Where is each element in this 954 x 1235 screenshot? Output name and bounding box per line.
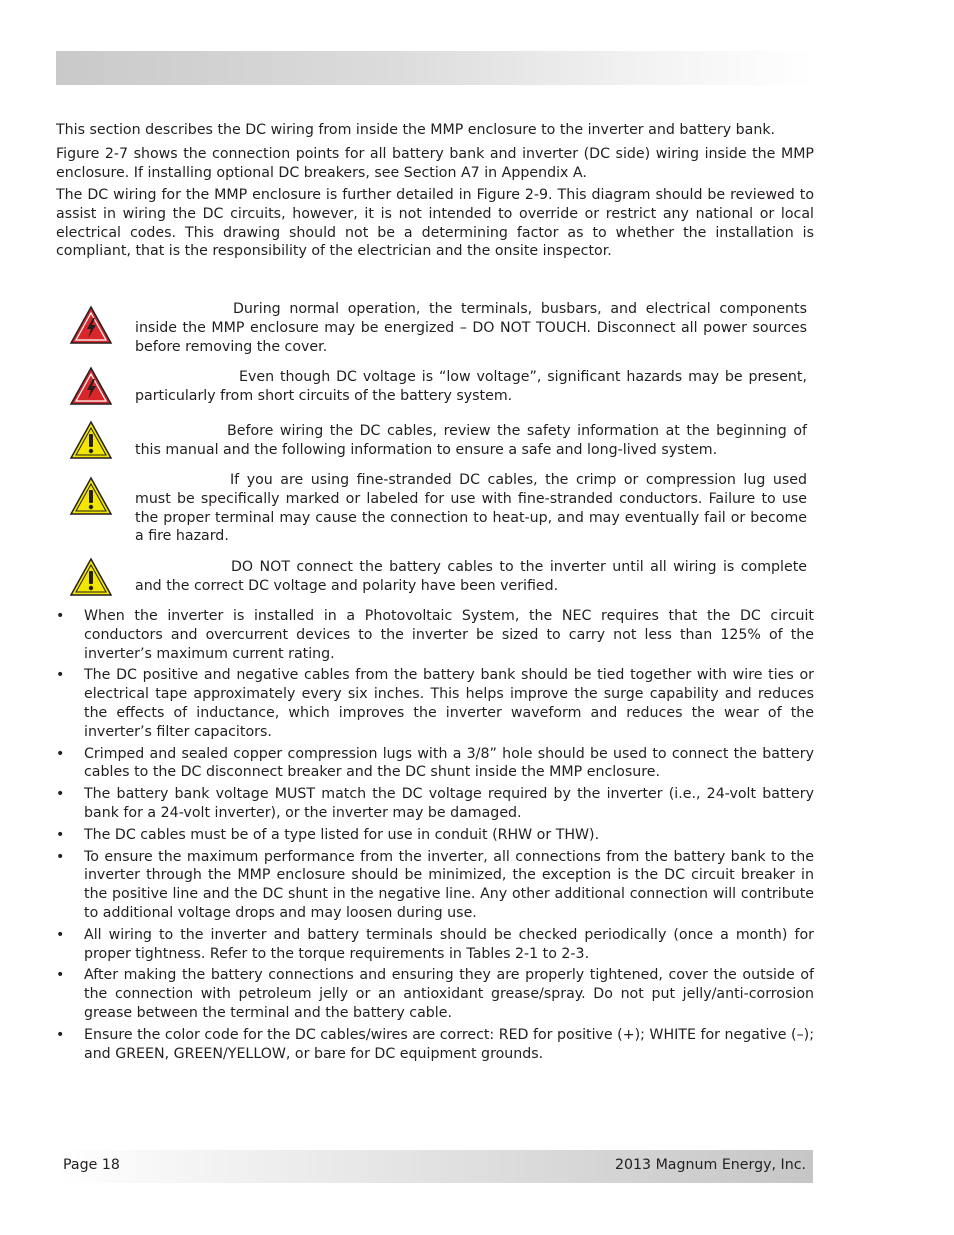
page-number: Page 18 — [63, 1157, 120, 1173]
list-item-text: To ensure the maximum performance from the inverter, all connections from the battery bank to the inverter through the MMP enclosure should be minimized, the exception is the DC circuit breaker in the positive line and the DC shunt in the negative line. Any other additional connection will contribute to additional voltage drops and may loosen during use. — [84, 848, 814, 921]
list-item — [56, 785, 814, 823]
intro-paragraph: This section describes the DC wiring from inside the MMP enclosure to the inverter and battery bank. — [56, 122, 776, 138]
list-item — [56, 745, 814, 783]
shock-hazard-icon — [69, 366, 113, 406]
bullet-marker: • — [56, 848, 65, 865]
bullet-marker: • — [56, 786, 65, 803]
list-item-text: The DC cables must be of a type listed for use in conduit (RHW or THW). — [84, 826, 600, 843]
warning-text: DO NOT connect the battery cables to the inverter until all wiring is complete and the correct DC voltage and polarity have been verified. — [135, 559, 807, 594]
warning-text: If you are using fine-stranded DC cables, the crimp or compression lug used must be specifically marked or labeled for use with fine-stranded conductors. Failure to use the proper terminal may cause the connection to heat-up, and may eventually fail or become a fire hazard. — [135, 472, 807, 545]
list-item — [56, 666, 814, 741]
caution-icon — [69, 420, 113, 460]
bullet-marker: • — [56, 967, 65, 984]
guideline-list — [56, 607, 814, 1066]
warning-text: Even though DC voltage is “low voltage”, significant hazards may be present, particularly from short circuits of the battery system. — [135, 369, 807, 404]
shock-hazard-icon — [69, 305, 113, 345]
list-item-text: The battery bank voltage MUST match the DC voltage required by the inverter (i.e., 24-volt battery bank for a 24-volt inverter), or the inverter may be damaged. — [84, 786, 814, 821]
caution-icon — [69, 476, 113, 516]
list-item-text: The DC positive and negative cables from the battery bank should be tied together with wire ties or electrical tape approximately every six inches. This helps improve the surge capability and reduces the effects of inductance, which improves the inverter waveform and reduces the wear of the inverter’s filter capacitors. — [84, 667, 814, 740]
list-item — [56, 926, 814, 964]
bullet-marker: • — [56, 608, 65, 624]
list-item — [56, 826, 814, 845]
list-item — [56, 848, 814, 923]
copyright-text: 2013 Magnum Energy, Inc. — [614, 1157, 806, 1173]
bullet-marker: • — [56, 926, 65, 943]
intro-paragraph: Figure 2-7 shows the connection points for all battery bank and inverter (DC side) wiring inside the MMP enclosure. If installing optional DC breakers, see Section A7 in Appendix A. — [56, 146, 814, 181]
list-item-text: Ensure the color code for the DC cables/wires are correct: RED for positive (+); WHITE for negative (–); and GREEN, GREEN/YELLOW, or bare for DC equipment grounds. — [84, 1026, 814, 1062]
list-item-text: Crimped and sealed copper compression lugs with a 3/8” hole should be used to connect the battery cables to the DC disconnect breaker and the DC shunt inside the MMP enclosure. — [84, 745, 814, 781]
list-item-text: When the inverter is installed in a Photovoltaic System, the NEC requires that the DC circuit conductors and overcurrent devices to the inverter be sized to carry not less than 125% of the inverter’s maximum current rating. — [84, 608, 814, 662]
header-bar — [56, 51, 816, 85]
list-item-text: All wiring to the inverter and battery terminals should be checked periodically (once a month) for proper tightness. Refer to the torque requirements in Tables 2-1 to 2-3. — [84, 926, 814, 962]
intro-paragraph: The DC wiring for the MMP enclosure is further detailed in Figure 2-9. This diagram should be reviewed to assist in wiring the DC circuits, however, it is not intended to override or restrict any national or local electrical codes. This drawing should not be a determining factor as to whether the installation is compliant, that is the responsibility of the electrician and the onsite inspector. — [56, 187, 814, 260]
list-item-text: After making the battery connections and ensuring they are properly tightened, cover the outside of the connection with petroleum jelly or an antioxidant grease/spray. Do not put jelly/anti-corrosion grease between the terminal and the battery cable. — [84, 967, 814, 1021]
bullet-marker: • — [56, 1026, 65, 1043]
warning-text: Before wiring the DC cables, review the safety information at the beginning of this manual and the following information to ensure a safe and long-lived system. — [135, 423, 807, 458]
warning-text: During normal operation, the terminals, busbars, and electrical components inside the MMP enclosure may be energized – DO NOT TOUCH. Disconnect all power sources before removing the cover. — [135, 301, 807, 355]
list-item — [56, 607, 814, 663]
list-item — [56, 966, 814, 1022]
list-item — [56, 1026, 814, 1064]
bullet-marker: • — [56, 745, 65, 762]
bullet-marker: • — [56, 667, 65, 684]
caution-icon — [69, 557, 113, 597]
bullet-marker: • — [56, 826, 65, 843]
